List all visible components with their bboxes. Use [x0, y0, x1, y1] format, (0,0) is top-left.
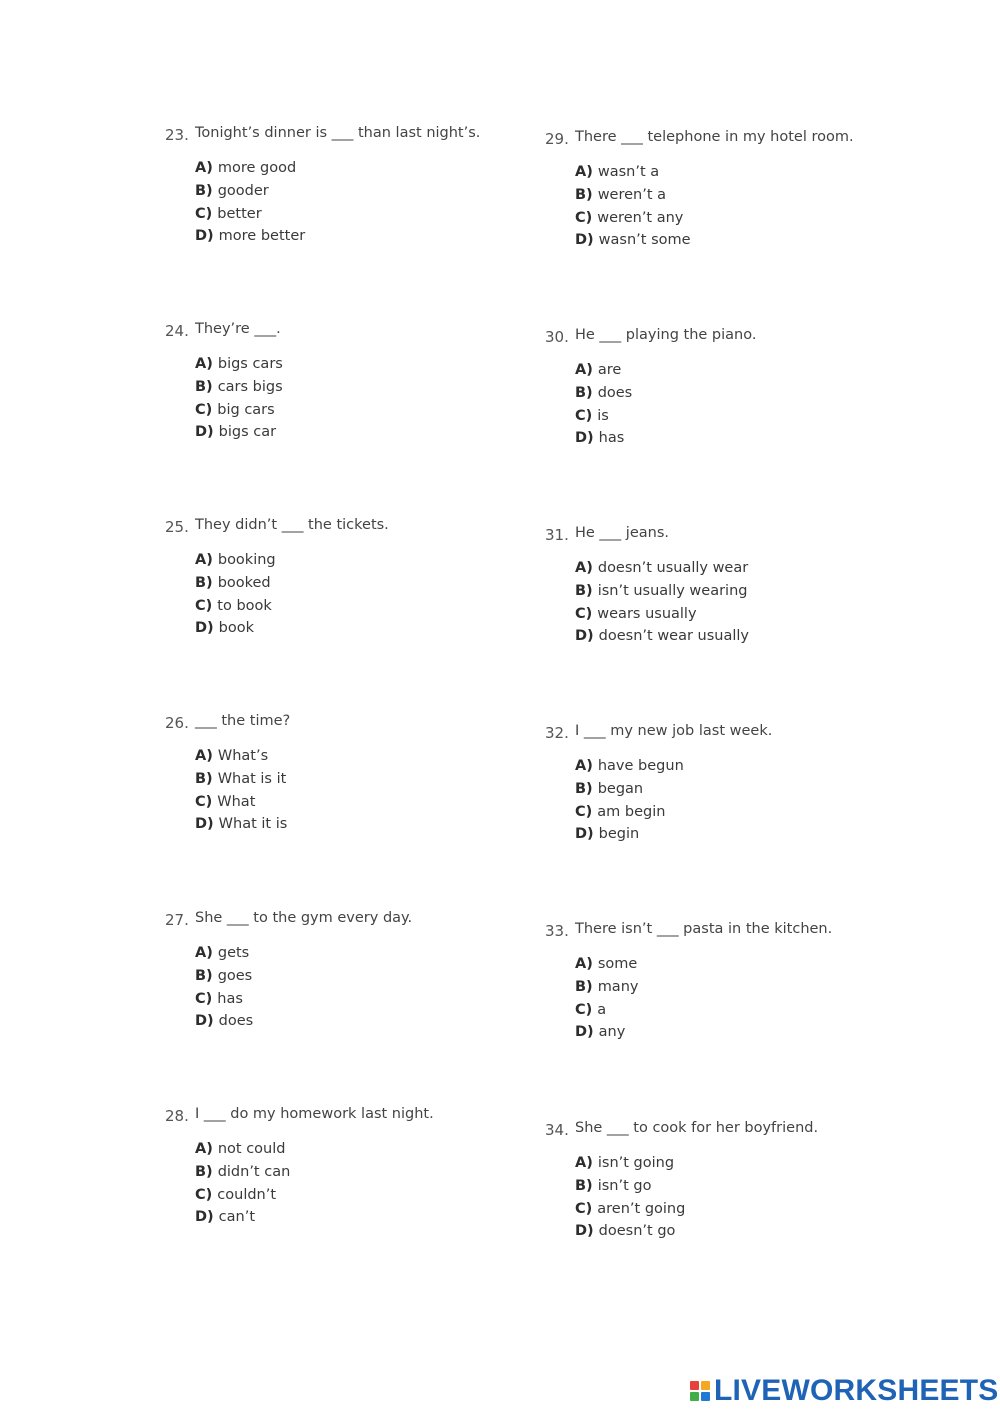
option-c[interactable]: C) What: [195, 793, 256, 810]
option-b[interactable]: B) booked: [195, 574, 271, 591]
option-a[interactable]: A) What’s: [195, 748, 269, 764]
question-number: 30.: [545, 328, 569, 346]
option-d[interactable]: D) What it is: [195, 816, 288, 833]
question-30: [545, 324, 965, 450]
option-a[interactable]: A) are: [575, 362, 622, 378]
option-d[interactable]: D) has: [575, 430, 625, 447]
liveworksheets-logo-icon: [690, 1381, 710, 1401]
question-24: [165, 318, 585, 444]
option-d[interactable]: D) doesn’t wear usually: [575, 628, 750, 645]
question-26: [165, 710, 585, 836]
question-text: They didn’t ___ the tickets.: [195, 517, 389, 533]
logo-square-orange: [701, 1381, 710, 1390]
option-c[interactable]: C) couldn’t: [195, 1186, 277, 1203]
option-a[interactable]: A) booking: [195, 552, 276, 568]
option-a[interactable]: A) not could: [195, 1141, 286, 1157]
question-text: There isn’t ___ pasta in the kitchen.: [575, 921, 833, 937]
option-b[interactable]: B) does: [575, 384, 633, 401]
question-23: [165, 122, 585, 248]
logo-square-blue: [701, 1392, 710, 1401]
question-number: 33.: [545, 922, 569, 940]
option-b[interactable]: B) What is it: [195, 770, 287, 787]
option-b[interactable]: B) isn’t go: [575, 1177, 652, 1194]
question-text: He ___ playing the piano.: [575, 327, 757, 343]
option-d[interactable]: D) does: [195, 1013, 254, 1030]
option-a[interactable]: A) gets: [195, 945, 250, 961]
option-a[interactable]: A) wasn’t a: [575, 164, 660, 180]
question-29: [545, 126, 965, 252]
option-c[interactable]: C) am begin: [575, 803, 666, 820]
option-b[interactable]: B) weren’t a: [575, 186, 667, 203]
option-a[interactable]: A) more good: [195, 160, 297, 176]
question-text: I ___ my new job last week.: [575, 723, 773, 739]
option-b[interactable]: B) cars bigs: [195, 378, 283, 395]
question-number: 28.: [165, 1107, 189, 1125]
question-number: 29.: [545, 130, 569, 148]
option-c[interactable]: C) weren’t any: [575, 209, 684, 226]
question-text: He ___ jeans.: [575, 525, 669, 541]
question-text: They’re ___.: [195, 321, 281, 337]
option-c[interactable]: C) a: [575, 1001, 607, 1018]
question-31: [545, 522, 965, 648]
option-c[interactable]: C) better: [195, 205, 262, 222]
option-a[interactable]: A) have begun: [575, 758, 684, 774]
question-number: 26.: [165, 714, 189, 732]
option-d[interactable]: D) wasn’t some: [575, 232, 691, 249]
option-c[interactable]: C) big cars: [195, 401, 275, 418]
question-text: She ___ to cook for her boyfriend.: [575, 1120, 819, 1136]
logo-square-green: [690, 1392, 699, 1401]
option-d[interactable]: D) more better: [195, 228, 306, 245]
option-d[interactable]: D) begin: [575, 826, 640, 843]
option-a[interactable]: A) isn’t going: [575, 1155, 675, 1171]
question-text: There ___ telephone in my hotel room.: [575, 129, 854, 145]
option-d[interactable]: D) book: [195, 620, 255, 637]
question-27: [165, 907, 585, 1033]
option-c[interactable]: C) is: [575, 407, 609, 424]
option-a[interactable]: A) doesn’t usually wear: [575, 560, 749, 576]
logo-text-live: LIVE: [714, 1374, 782, 1407]
option-c[interactable]: C) has: [195, 990, 243, 1007]
question-33: [545, 918, 965, 1044]
liveworksheets-logo: [690, 1376, 999, 1406]
question-number: 34.: [545, 1121, 569, 1139]
question-25: [165, 514, 585, 640]
option-d[interactable]: D) bigs car: [195, 424, 277, 441]
option-d[interactable]: D) any: [575, 1024, 626, 1041]
option-d[interactable]: D) doesn’t go: [575, 1223, 676, 1240]
option-d[interactable]: D) can’t: [195, 1209, 256, 1226]
question-number: 25.: [165, 518, 189, 536]
logo-square-red: [690, 1381, 699, 1390]
option-c[interactable]: C) aren’t going: [575, 1200, 686, 1217]
question-number: 23.: [165, 126, 189, 144]
option-b[interactable]: B) gooder: [195, 182, 269, 199]
option-a[interactable]: A) some: [575, 956, 638, 972]
question-text: Tonight’s dinner is ___ than last night’s.: [195, 125, 481, 141]
option-c[interactable]: C) wears usually: [575, 605, 697, 622]
option-b[interactable]: B) many: [575, 978, 639, 995]
question-text: I ___ do my homework last night.: [195, 1106, 434, 1122]
logo-text-worksheets: WORKSHEETS: [781, 1374, 999, 1407]
logo-text: [714, 1374, 999, 1408]
question-text: She ___ to the gym every day.: [195, 910, 413, 926]
question-number: 31.: [545, 526, 569, 544]
question-28: [165, 1103, 585, 1229]
question-34: [545, 1117, 965, 1243]
question-32: [545, 720, 965, 846]
option-b[interactable]: B) didn’t can: [195, 1163, 291, 1180]
question-number: 24.: [165, 322, 189, 340]
option-c[interactable]: C) to book: [195, 597, 272, 614]
option-b[interactable]: B) began: [575, 780, 644, 797]
option-b[interactable]: B) isn’t usually wearing: [575, 582, 748, 599]
option-b[interactable]: B) goes: [195, 967, 253, 984]
question-text: ___ the time?: [195, 713, 291, 729]
question-number: 32.: [545, 724, 569, 742]
option-a[interactable]: A) bigs cars: [195, 356, 283, 372]
question-number: 27.: [165, 911, 189, 929]
